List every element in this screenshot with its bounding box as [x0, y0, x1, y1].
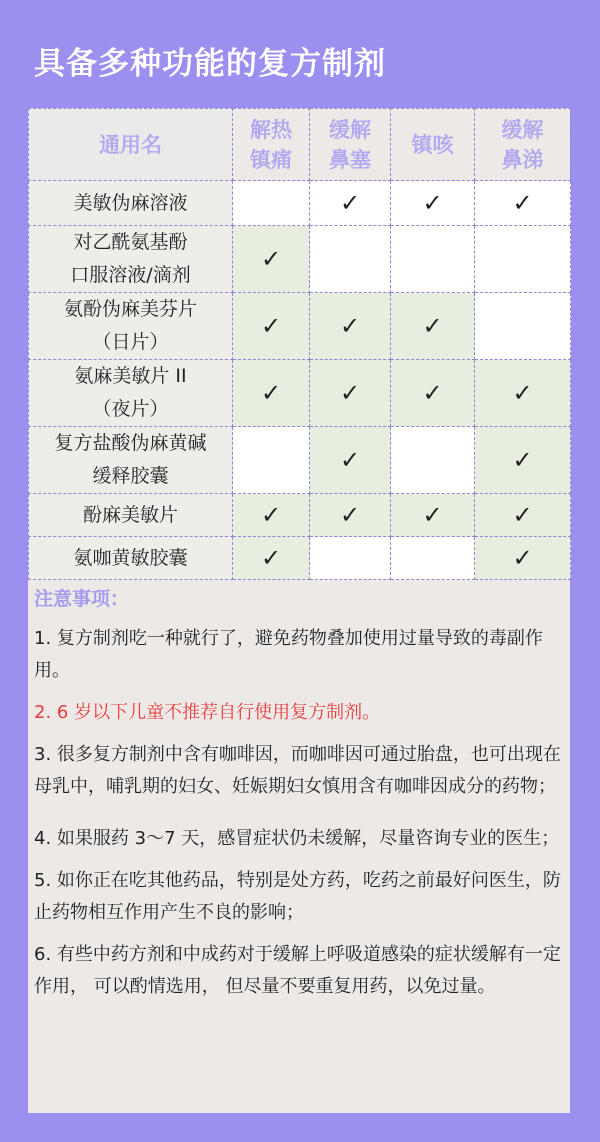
table-row — [29, 494, 571, 537]
runny-nose-cell: ✓ — [475, 360, 571, 427]
fever-pain-cell — [233, 427, 310, 494]
drug-name: 氨麻美敏片 II （夜片） — [29, 360, 233, 427]
cough-cell: ✓ — [391, 181, 475, 226]
runny-nose-cell — [475, 226, 571, 293]
table-header-row — [29, 109, 571, 181]
note-item-3: 3. 很多复方制剂中含有咖啡因，而咖啡因可通过胎盘，也可出现在母乳中，哺乳期的妇女、妊娠期妇女慎用含有咖啡因成分的药物； — [34, 744, 561, 797]
note-item-2: 2. 6 岁以下儿童不推荐自行使用复方制剂。 — [34, 702, 381, 723]
page-title: 具备多种功能的复方制剂 — [34, 46, 386, 82]
drug-name: 酚麻美敏片 — [29, 494, 233, 537]
drug-name: 对乙酰氨基酚 口服溶液/滴剂 — [29, 226, 233, 293]
header-cough: 镇咳 — [391, 109, 475, 181]
cough-cell — [391, 226, 475, 293]
fever-pain-cell: ✓ — [233, 494, 310, 537]
drug-name: 氨咖黄敏胶囊 — [29, 537, 233, 580]
table-row — [29, 181, 571, 226]
table-row — [29, 226, 571, 293]
note-item-4: 4. 如果服药 3～7 天，感冒症状仍未缓解，尽量咨询专业的医生； — [34, 828, 560, 849]
cough-cell: ✓ — [391, 494, 475, 537]
notes-section — [34, 584, 564, 1013]
fever-pain-cell: ✓ — [233, 360, 310, 427]
notes-title: 注意事项： — [34, 588, 130, 610]
runny-nose-cell: ✓ — [475, 494, 571, 537]
nasal-congestion-cell — [310, 226, 391, 293]
header-generic-name: 通用名 — [29, 109, 233, 181]
drug-name: 美敏伪麻溶液 — [29, 181, 233, 226]
nasal-congestion-cell — [310, 537, 391, 580]
runny-nose-cell: ✓ — [475, 181, 571, 226]
content-panel — [28, 108, 570, 1113]
nasal-congestion-cell: ✓ — [310, 427, 391, 494]
runny-nose-cell — [475, 293, 571, 360]
nasal-congestion-cell: ✓ — [310, 360, 391, 427]
drug-function-table — [28, 108, 571, 580]
note-item-6: 6. 有些中药方剂和中成药对于缓解上呼吸道感染的症状缓解有一定作用， 可以酌情选用， 但尽量不要重复用药，以免过量。 — [34, 944, 561, 997]
cough-cell — [391, 537, 475, 580]
drug-name: 复方盐酸伪麻黄碱 缓释胶囊 — [29, 427, 233, 494]
header-nasal-congestion: 缓解 鼻塞 — [310, 109, 391, 181]
header-fever-pain: 解热 镇痛 — [233, 109, 310, 181]
table-row — [29, 293, 571, 360]
nasal-congestion-cell: ✓ — [310, 494, 391, 537]
fever-pain-cell — [233, 181, 310, 226]
cough-cell — [391, 427, 475, 494]
fever-pain-cell: ✓ — [233, 537, 310, 580]
nasal-congestion-cell: ✓ — [310, 293, 391, 360]
runny-nose-cell: ✓ — [475, 537, 571, 580]
note-item-5: 5. 如你正在吃其他药品，特别是处方药，吃药之前最好问医生，防止药物相互作用产生不良的影响； — [34, 870, 561, 923]
fever-pain-cell: ✓ — [233, 226, 310, 293]
cough-cell: ✓ — [391, 293, 475, 360]
cough-cell: ✓ — [391, 360, 475, 427]
runny-nose-cell: ✓ — [475, 427, 571, 494]
header-runny-nose: 缓解 鼻涕 — [475, 109, 571, 181]
table-row — [29, 427, 571, 494]
table-row — [29, 360, 571, 427]
note-item-1: 1. 复方制剂吃一种就行了，避免药物叠加使用过量导致的毒副作用。 — [34, 628, 543, 681]
table-row — [29, 537, 571, 580]
fever-pain-cell: ✓ — [233, 293, 310, 360]
drug-name: 氨酚伪麻美芬片 （日片） — [29, 293, 233, 360]
nasal-congestion-cell: ✓ — [310, 181, 391, 226]
